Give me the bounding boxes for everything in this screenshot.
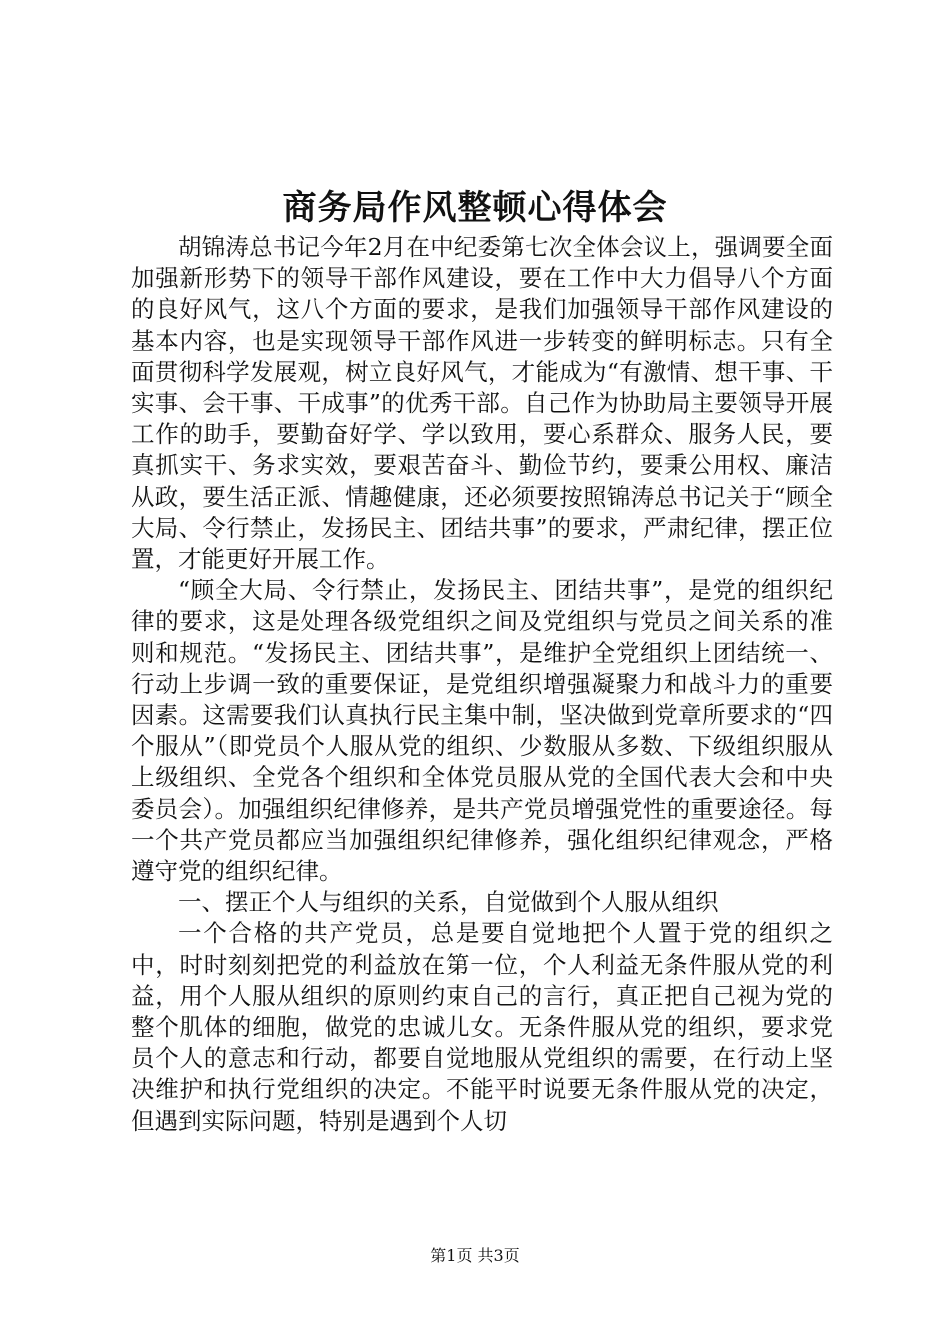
paragraph-2: “顾全大局、令行禁止，发扬民主、团结共事”，是党的组织纪律的要求，这是处理各级党组织之间及党组织与党员之间关系的准则和规范。“发扬民主、团结共事”，是维护全党组织上团结统一、行动上步调一致的重要保证，是党组织增强凝聚力和战斗力的重要因素。这需要我们认真执行民主集中制，坚决做到党章所要求的“四个服从”（即党员个人服从党的组织、少数服从多数、下级组织服从上级组织、全党各个组织和全体党员服从党的全国代表大会和中央委员会）。加强组织纪律修养，是共产党员增强党性的重要途径。每一个共产党员都应当加强组织纪律修养，强化组织纪律观念，严格遵守党的组织纪律。	[131, 576, 833, 886]
document-body	[131, 232, 833, 1137]
page-number-footer: 第1页 共3页	[430, 1246, 520, 1265]
paragraph-1: 胡锦涛总书记今年2月在中纪委第七次全体会议上，强调要全面加强新形势下的领导干部作风建设，要在工作中大力倡导八个方面的良好风气，这八个方面的要求，是我们加强领导干部作风建设的基本内容，也是实现领导干部作风进一步转变的鲜明标志。只有全面贯彻科学发展观，树立良好风气，才能成为“有激情、想干事、干实事、会干事、干成事”的优秀干部。自己作为协助局主要领导开展工作的助手，要勤奋好学、学以致用，要心系群众、服务人民，要真抓实干、务求实效，要艰苦奋斗、勤俭节约，要秉公用权、廉洁从政，要生活正派、情趣健康，还必须要按照锦涛总书记关于“顾全大局、令行禁止，发扬民主、团结共事”的要求，严肃纪律，摆正位置，才能更好开展工作。	[131, 233, 833, 574]
section-heading: 一、摆正个人与组织的关系，自觉做到个人服从组织	[178, 888, 719, 917]
document-title: 商务局作风整顿心得体会	[282, 188, 668, 228]
paragraph-3: 一个合格的共产党员，总是要自觉地把个人置于党的组织之中，时时刻刻把党的利益放在第一位，个人利益无条件服从党的利益，用个人服从组织的原则约束自己的言行，真正把自己视为党的整个肌体的细胞，做党的忠诚儿女。无条件服从党的组织，要求党员个人的意志和行动，都要自觉地服从党组织的需要，在行动上坚决维护和执行党组织的决定。不能平时说要无条件服从党的决定，但遇到实际问题，特别是遇到个人切	[131, 919, 833, 1135]
